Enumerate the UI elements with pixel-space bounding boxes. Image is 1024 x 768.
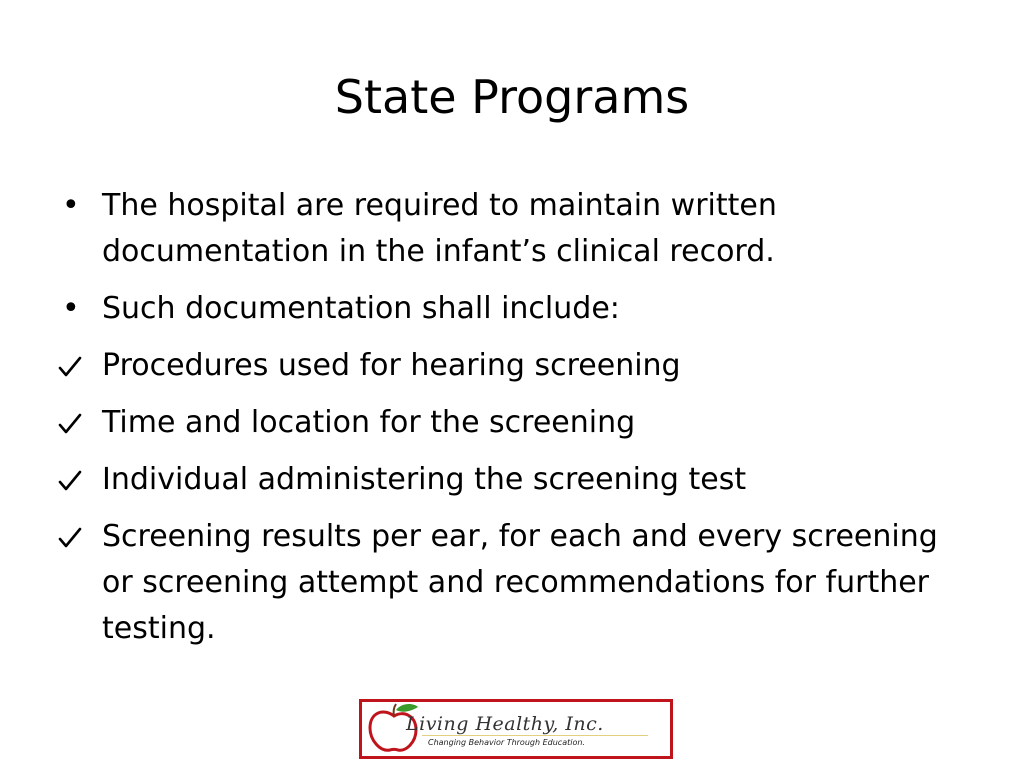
list-item-text: Such documentation shall include: — [102, 291, 620, 326]
list-item — [58, 343, 958, 389]
list-item-text: Individual administering the screening test — [102, 462, 747, 497]
list-item-text: Screening results per ear, for each and every screening or screening attempt and recommendations for further testing. — [102, 519, 938, 646]
list-item-text: The hospital are required to maintain written documentation in the infant’s clinical record. — [102, 188, 777, 269]
list-item — [58, 457, 958, 503]
bullet-icon: • — [62, 291, 80, 326]
logo-name: Living Healthy, Inc. — [406, 713, 604, 735]
logo-tagline: Changing Behavior Through Education. — [428, 738, 585, 747]
bullet-list — [58, 183, 958, 663]
list-item — [58, 400, 958, 446]
bullet-icon: • — [62, 188, 80, 223]
list-item — [58, 286, 958, 332]
slide-title: State Programs — [334, 70, 690, 124]
company-logo — [359, 699, 673, 759]
list-item-text: Time and location for the screening — [102, 405, 636, 440]
list-item — [58, 514, 958, 652]
list-item — [58, 183, 958, 275]
list-item-text: Procedures used for hearing screening — [102, 348, 681, 383]
logo-underline — [422, 735, 648, 736]
